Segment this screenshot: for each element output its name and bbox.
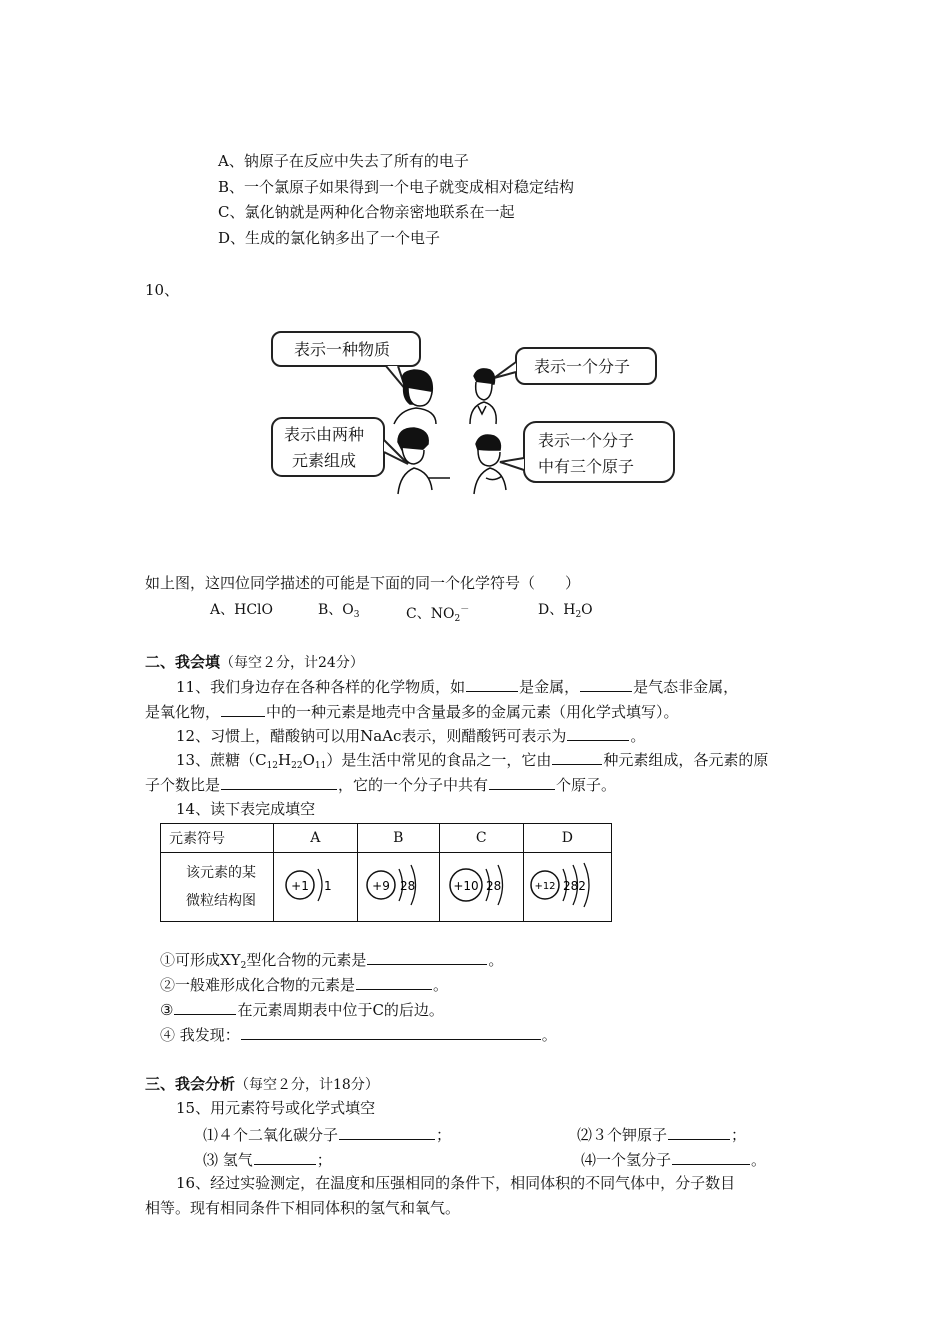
atom-b-shells: 28 [400, 879, 416, 893]
section2-heading: 二、我会填（每空２分，计24分） [145, 653, 364, 671]
q9-option-a: A、钠原子在反应中失去了所有的电子 [218, 152, 469, 170]
q14-intro: 14、读下表完成填空 [176, 800, 316, 818]
table-col-d: D [523, 824, 611, 853]
q11-blank-2[interactable] [580, 676, 632, 692]
q12-line: 12、习惯上，醋酸钠可以用NaAc表示，则醋酸钙可表示为 。 [176, 727, 646, 745]
q14-blank-3[interactable] [174, 999, 236, 1015]
q16-line2: 相等。现有相同条件下相同体积的氢气和氧气。 [145, 1199, 461, 1217]
bubble-text-3a: 表示由两种 [284, 425, 365, 444]
student-4-figure [474, 435, 506, 494]
q10-option-a: A、HClO [210, 602, 273, 618]
student-2-figure [470, 369, 496, 424]
q14-blank-2[interactable] [356, 974, 432, 990]
q9-option-b: B、一个氯原子如果得到一个电子就变成相对稳定结构 [218, 178, 575, 196]
atom-diagram-a [273, 853, 357, 922]
four-students-illustration [268, 328, 688, 498]
q15-blank-2[interactable] [668, 1124, 730, 1140]
q15-intro: 15、用元素符号或化学式填空 [176, 1099, 376, 1117]
q16-line1: 16、经过实验测定，在温度和压强相同的条件下，相同体积的不同气体中，分子数目 [176, 1174, 736, 1192]
bubble-text-2: 表示一个分子 [534, 357, 631, 376]
atom-a-shells: 1 [324, 879, 332, 893]
element-table [160, 823, 612, 922]
table-row2-label: 该元素的某 微粒结构图 [161, 853, 274, 922]
bubble-text-4a: 表示一个分子 [538, 431, 635, 450]
q15-blank-3[interactable] [254, 1149, 316, 1165]
bubble-text-4b: 中有三个原子 [538, 457, 635, 476]
q14-sub4: ④ 我发现： 。 [160, 1026, 557, 1044]
q11-line2: 是氧化物， 中的一种元素是地壳中含量最多的金属元素（用化学式填写）。 [145, 703, 679, 721]
bubble-text-1: 表示一种物质 [294, 340, 391, 359]
atom-c-shells: 28 [486, 879, 502, 893]
q10-number: 10、 [145, 281, 180, 299]
q14-sub2: ②一般难形成化合物的元素是 。 [160, 976, 449, 994]
atom-d-nucleus: +12 [534, 881, 556, 892]
q15-item1: ⑴４个二氧化碳分子 ； [203, 1126, 452, 1144]
q10-option-d: D、$H_2O$ [538, 602, 593, 620]
q9-option-c: C、氯化钠就是两种化合物亲密地联系在一起 [218, 203, 515, 221]
q14-sub3: ③ 在元素周期表中位于C的后边。 [160, 1001, 444, 1019]
atom-diagram-d [523, 853, 611, 922]
q9-option-d: D、生成的氯化钠多出了一个电子 [218, 229, 441, 247]
atom-c-nucleus: +10 [453, 879, 479, 893]
q14-blank-4[interactable] [241, 1024, 541, 1040]
q10-question: 如上图，这四位同学描述的可能是下面的同一个化学符号（ ） [145, 574, 581, 592]
q15-item2: ⑵３个钾原子 ； [577, 1126, 747, 1144]
atom-a-nucleus: +1 [291, 879, 310, 893]
section3-heading: 三、我会分析（每空２分，计18分） [145, 1075, 379, 1093]
q10-option-b: B、$O_3$ [318, 602, 360, 620]
q13-line1: 13、蔗糖$(C_{12}H_{22}O_{11})$是生活中常见的食品之一，它由 种元素组成，各元素的原 [176, 751, 769, 771]
atom-diagram-b [357, 853, 439, 922]
q13-blank-1[interactable] [552, 749, 602, 765]
table-col-c: C [439, 824, 523, 853]
q12-blank[interactable] [567, 725, 629, 741]
q15-item4: ⑷一个氢分子 。 [581, 1151, 767, 1169]
table-row1-label: 元素符号 [161, 824, 274, 853]
q14-blank-1[interactable] [367, 949, 487, 965]
q11-blank-1[interactable] [466, 676, 518, 692]
table-col-b: B [357, 824, 439, 853]
q14-sub1: ①可形成$XY_2$型化合物的元素是 。 [160, 951, 504, 971]
q15-blank-4[interactable] [672, 1149, 750, 1165]
q11-blank-4[interactable] [221, 701, 265, 717]
atom-d-shells: 282 [563, 879, 587, 893]
q15-blank-1[interactable] [339, 1124, 435, 1140]
bubble-text-3b: 元素组成 [292, 451, 357, 470]
q13-blank-2[interactable] [221, 774, 337, 790]
atom-diagram-c [439, 853, 523, 922]
q13-blank-3[interactable] [489, 774, 555, 790]
q11-line1: 11、我们身边存在各种各样的化学物质，如 是金属， 是气态非金属， [176, 678, 739, 696]
q13-line2: 子个数比是 ，它的一个分子中共有 个原子。 [145, 776, 617, 794]
atom-b-nucleus: +9 [372, 879, 391, 893]
table-col-a: A [273, 824, 357, 853]
q10-option-c: C、$NO_2^-$ [406, 605, 470, 624]
q15-item3: ⑶ 氢气 ； [203, 1151, 332, 1169]
